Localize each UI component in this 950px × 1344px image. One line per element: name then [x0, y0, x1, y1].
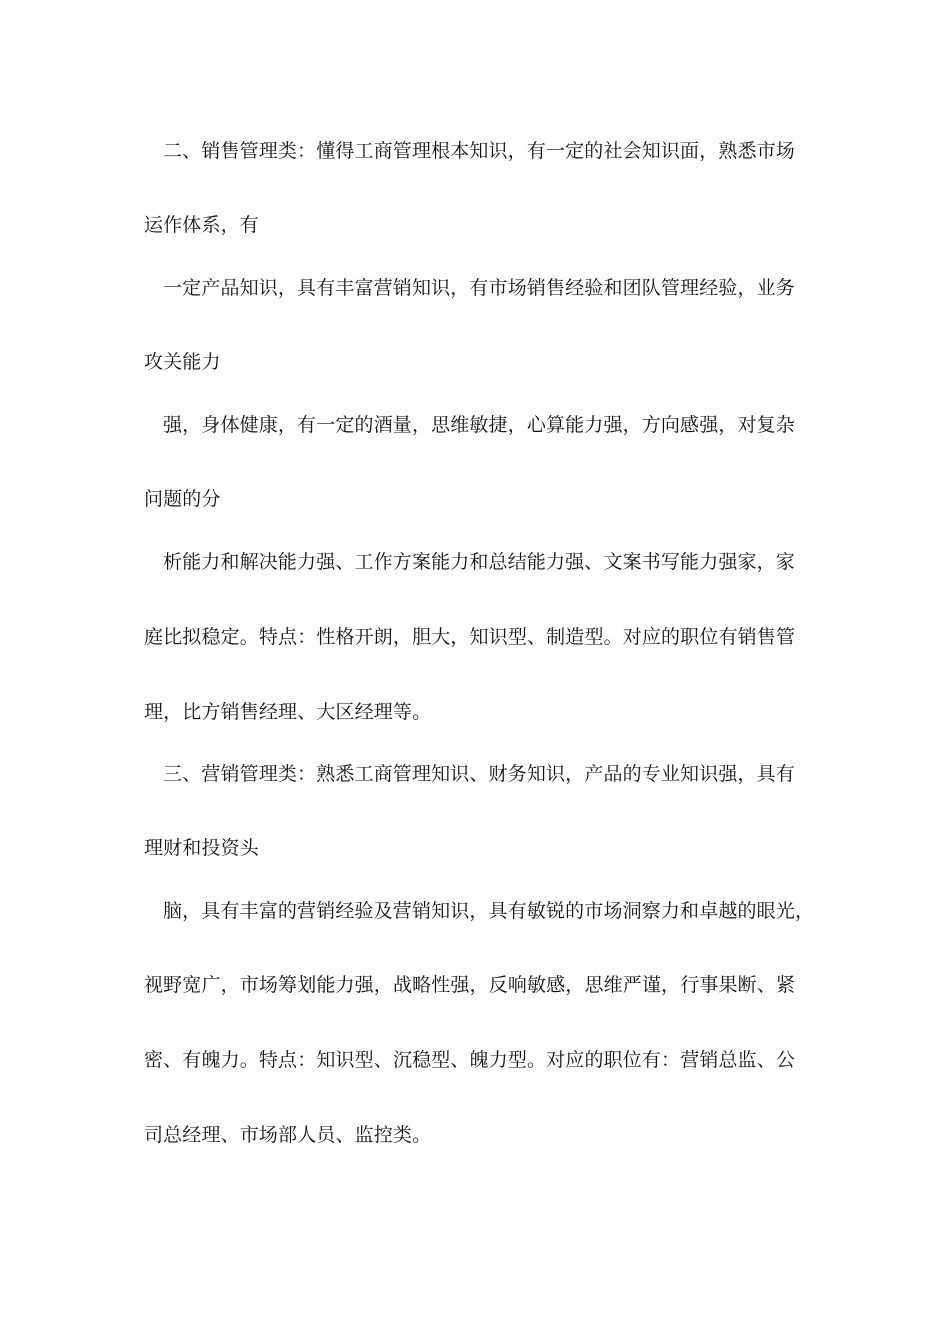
text-line: 问题的分 — [144, 488, 221, 510]
text-line: 司总经理、市场部人员、监控类。 — [144, 1124, 432, 1146]
text-line: 二、销售管理类：懂得工商管理根本知识，有一定的社会知识面，熟悉市场 — [163, 140, 795, 162]
text-line: 析能力和解决能力强、工作方案能力和总结能力强、文案书写能力强家，家 — [163, 551, 795, 573]
text-line: 三、营销管理类：熟悉工商管理知识、财务知识，产品的专业知识强，具有 — [163, 763, 795, 785]
text-line: 庭比拟稳定。特点：性格开朗，胆大，知识型、制造型。对应的职位有销售管 — [144, 626, 796, 648]
text-line: 脑，具有丰富的营销经验及营销知识，具有敏锐的市场洞察力和卓越的眼光， — [163, 900, 815, 922]
text-line: 攻关能力 — [144, 351, 221, 373]
text-line: 密、有魄力。特点：知识型、沉稳型、魄力型。对应的职位有：营销总监、公 — [144, 1049, 796, 1071]
text-line: 运作体系，有 — [144, 214, 259, 236]
text-line: 理，比方销售经理、大区经理等。 — [144, 701, 432, 723]
text-line: 强，身体健康，有一定的酒量，思维敏捷，心算能力强，方向感强，对复杂 — [163, 414, 795, 436]
text-line: 理财和投资头 — [144, 837, 259, 859]
text-line: 视野宽广，市场筹划能力强，战略性强，反响敏感，思维严谨，行事果断、紧 — [144, 974, 796, 996]
text-line: 一定产品知识，具有丰富营销知识，有市场销售经验和团队管理经验，业务 — [163, 277, 795, 299]
